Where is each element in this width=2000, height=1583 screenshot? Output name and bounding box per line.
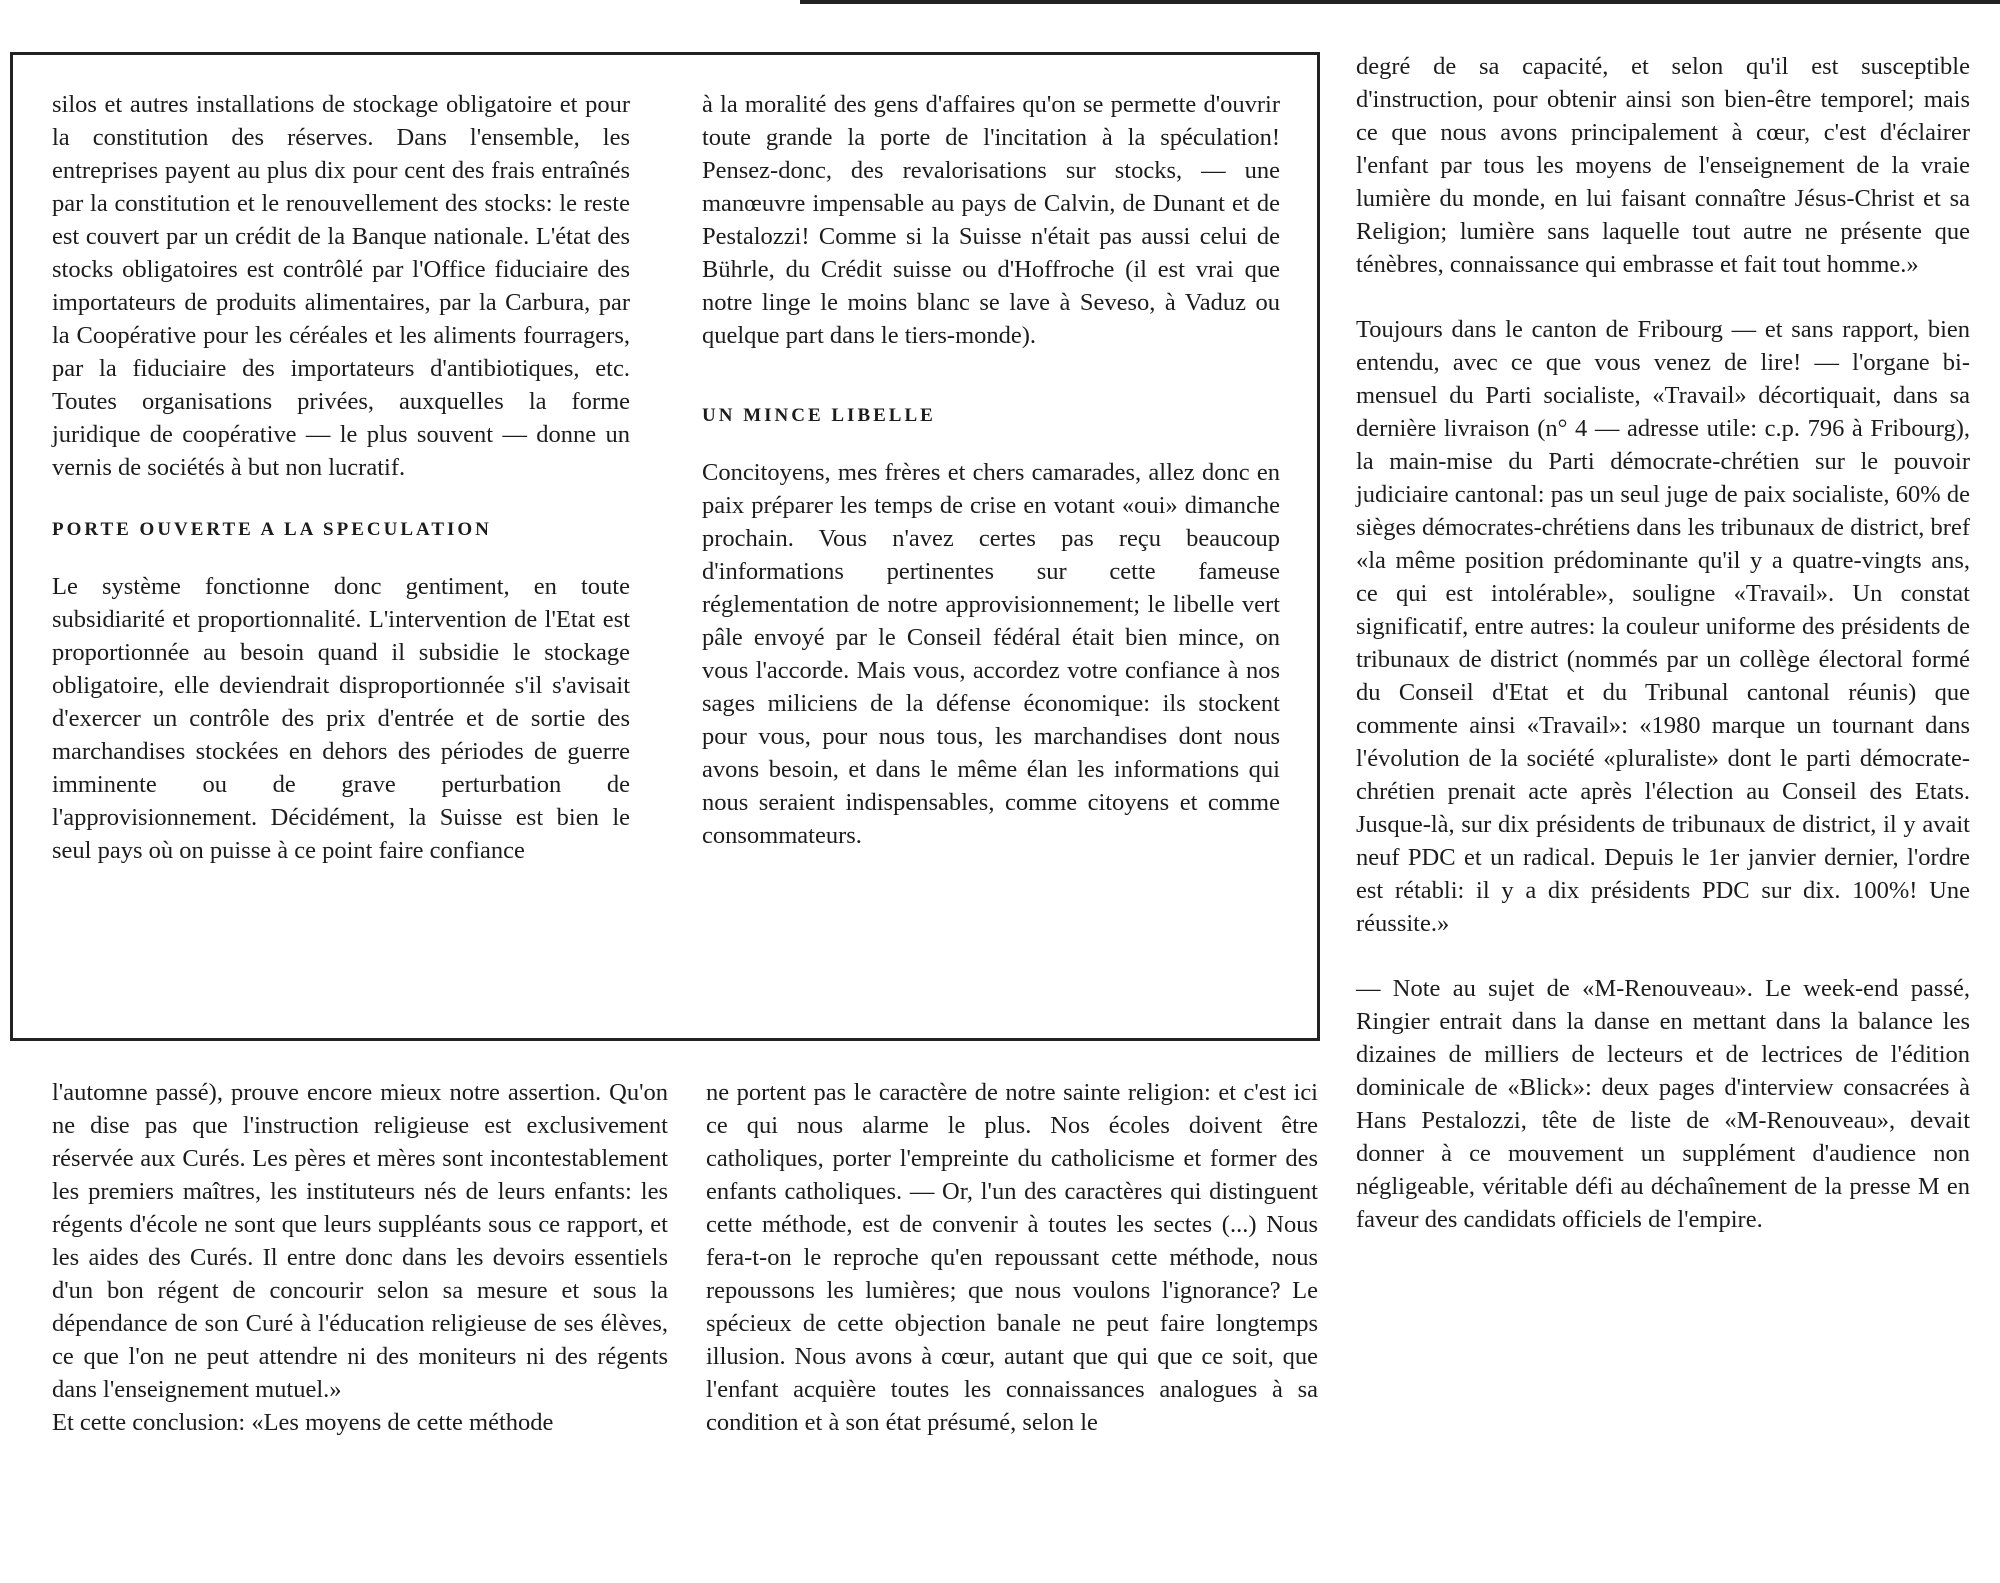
top-rule: [800, 0, 2000, 4]
section-heading-speculation: PORTE OUVERTE A LA SPECULATION: [52, 519, 492, 540]
bottom-col1-paragraph-2: Et cette conclusion: «Les moyens de cette méthode: [52, 1409, 554, 1436]
box-column-1: [52, 88, 630, 867]
box-column-2: [702, 88, 1280, 852]
bottom-col1-paragraph-1: l'automne passé), prouve encore mieux notre assertion. Qu'on ne dise pas que l'instruction religieuse est exclusivement réservée aux Curés. Les pères et mères sont incontestablement les premiers maîtres, les instituteurs nés de leurs enfants: les régents d'école ne sont que leurs suppléants sous ce rapport, et les aides des Curés. Il entre donc dans les devoirs essentiels d'un bon régent de concourir selon sa mesure et sous la dépendance de son Curé à l'éducation religieuse de ses élèves, ce que l'on ne peut attendre ni des moniteurs ni des régents dans l'enseignement mutuel.»: [52, 1079, 668, 1403]
bottom-column-1: [52, 1076, 668, 1439]
right-column: [1356, 50, 1970, 1236]
box-col2-paragraph-1: à la moralité des gens d'affaires qu'on se permette d'ouvrir toute grande la porte de l'incitation à la spéculation! Pensez-donc, des revalorisations sur stocks, — une manœuvre impensable au pays de Calvin, de Dunant et de Pestalozzi! Comme si la Suisse n'était pas aussi celui de Bührle, du Crédit suisse ou d'Hoffroche (il est vrai que notre linge le moins blanc se lave à Seveso, à Vaduz ou quelque part dans le tiers-monde).: [702, 91, 1280, 349]
bottom-col2-paragraph-1: ne portent pas le caractère de notre sainte religion: et c'est ici ce qui nous alarme le plus. Nos écoles doivent être catholiques, porter l'empreinte du catholicisme et former des enfants catholiques. — Or, l'un des caractères qui distinguent cette méthode, est de convenir à toutes les sectes (...) Nous fera-t-on le reproche qu'en repoussant cette méthode, nous repoussons les lumières; que nous voulons l'ignorance? Le spécieux de cette objection banale ne peut faire longtemps illusion. Nous avons à cœur, autant que qui que ce soit, que l'enfant acquière toutes les connaissances analogues à sa condition et à son état présumé, selon le: [706, 1079, 1318, 1436]
box-col1-paragraph-1: silos et autres installations de stockage obligatoire et pour la constitution des réserves. Dans l'ensemble, les entreprises payent au plus dix pour cent des frais entraînés par la constitution et le renouvellement des stocks: le reste est couvert par un crédit de la Banque nationale. L'état des stocks obligatoires est contrôlé par l'Office fiduciaire des importateurs de produits alimentaires, par la Carbura, par la Coopérative pour les céréales et les aliments fourragers, par la fiduciaire des importateurs d'antibiotiques, etc. Toutes organisations privées, auxquelles la forme juridique de coopérative — le plus souvent — donne un vernis de sociétés à but non lucratif.: [52, 91, 630, 481]
bottom-column-2: [706, 1076, 1318, 1439]
right-paragraph-1: degré de sa capacité, et selon qu'il est susceptible d'instruction, pour obtenir ainsi son bien-être temporel; mais ce que nous avons principalement à cœur, c'est d'éclairer l'enfant par tous les moyens de l'enseignement de la vraie lumière du monde, en lui faisant connaître Jésus-Christ et sa Religion; lumière sans laquelle tout autre ne présente que ténèbres, connaissance qui embrasse et fait tout homme.»: [1356, 53, 1970, 278]
right-paragraph-3: — Note au sujet de «M-Renouveau». Le week-end passé, Ringier entrait dans la danse en mettant dans la balance les dizaines de milliers de lecteurs et de lectrices de l'édition dominicale de «Blick»: deux pages d'interview consacrées à Hans Pestalozzi, tête de liste de «M-Renouveau», devait donner à ce mouvement un supplément d'audience non négligeable, véritable défi au déchaînement de la presse M en faveur des candidats officiels de l'empire.: [1356, 975, 1970, 1233]
right-paragraph-2: Toujours dans le canton de Fribourg — et sans rapport, bien entendu, avec ce que vous venez de lire! — l'organe bi-mensuel du Parti socialiste, «Travail» décortiquait, dans sa dernière livraison (n° 4 — adresse utile: c.p. 796 à Fribourg), la main-mise du Parti démocrate-chrétien sur le pouvoir judiciaire cantonal: pas un seul juge de paix socialiste, 60% de sièges démocrates-chrétiens dans les tribunaux de district, bref «la même position prédominante qu'il y a quatre-vingts ans, ce qui est intolérable», souligne «Travail». Un constat significatif, entre autres: la couleur uniforme des présidents de tribunaux de district (nommés par un collège électoral formé du Conseil d'Etat et du Tribunal cantonal réunis) que commente ainsi «Travail»: «1980 marque un tournant dans l'évolution de la société «pluraliste» dont le parti démocrate-chrétien prenait acte après l'élection au Conseil des Etats. Jusque-là, sur dix présidents de tribunaux de district, il y avait neuf PDC et un radical. Depuis le 1er janvier dernier, l'ordre est rétabli: il y a dix présidents PDC sur dix. 100%! Une réussite.»: [1356, 316, 1970, 937]
section-heading-libelle: UN MINCE LIBELLE: [702, 405, 936, 426]
box-col1-paragraph-2: Le système fonctionne donc gentiment, en toute subsidiarité et proportionnalité. L'intervention de l'Etat est proportionnée au besoin quand il subsidie le stockage obligatoire, elle deviendrait disproportionnée s'il s'avisait d'exercer un contrôle des prix d'entrée et de sortie des marchandises stockées en dehors des périodes de guerre imminente ou de grave perturbation de l'approvisionnement. Décidément, la Suisse est bien le seul pays où on puisse à ce point faire confiance: [52, 573, 630, 864]
box-col2-paragraph-2: Concitoyens, mes frères et chers camarades, allez donc en paix préparer les temps de crise en votant «oui» dimanche prochain. Vous n'avez certes pas reçu beaucoup d'informations pertinentes sur cette fameuse réglementation de notre approvisionnement; le libelle vert pâle envoyé par le Conseil fédéral était bien mince, on vous l'accorde. Mais vous, accordez votre confiance à nos sages miliciens de la défense économique: ils stockent pour vous, pour nous tous, les marchandises dont nous avons besoin, et dans le même élan les informations qui nous seraient indispensables, comme citoyens et comme consommateurs.: [702, 459, 1280, 849]
